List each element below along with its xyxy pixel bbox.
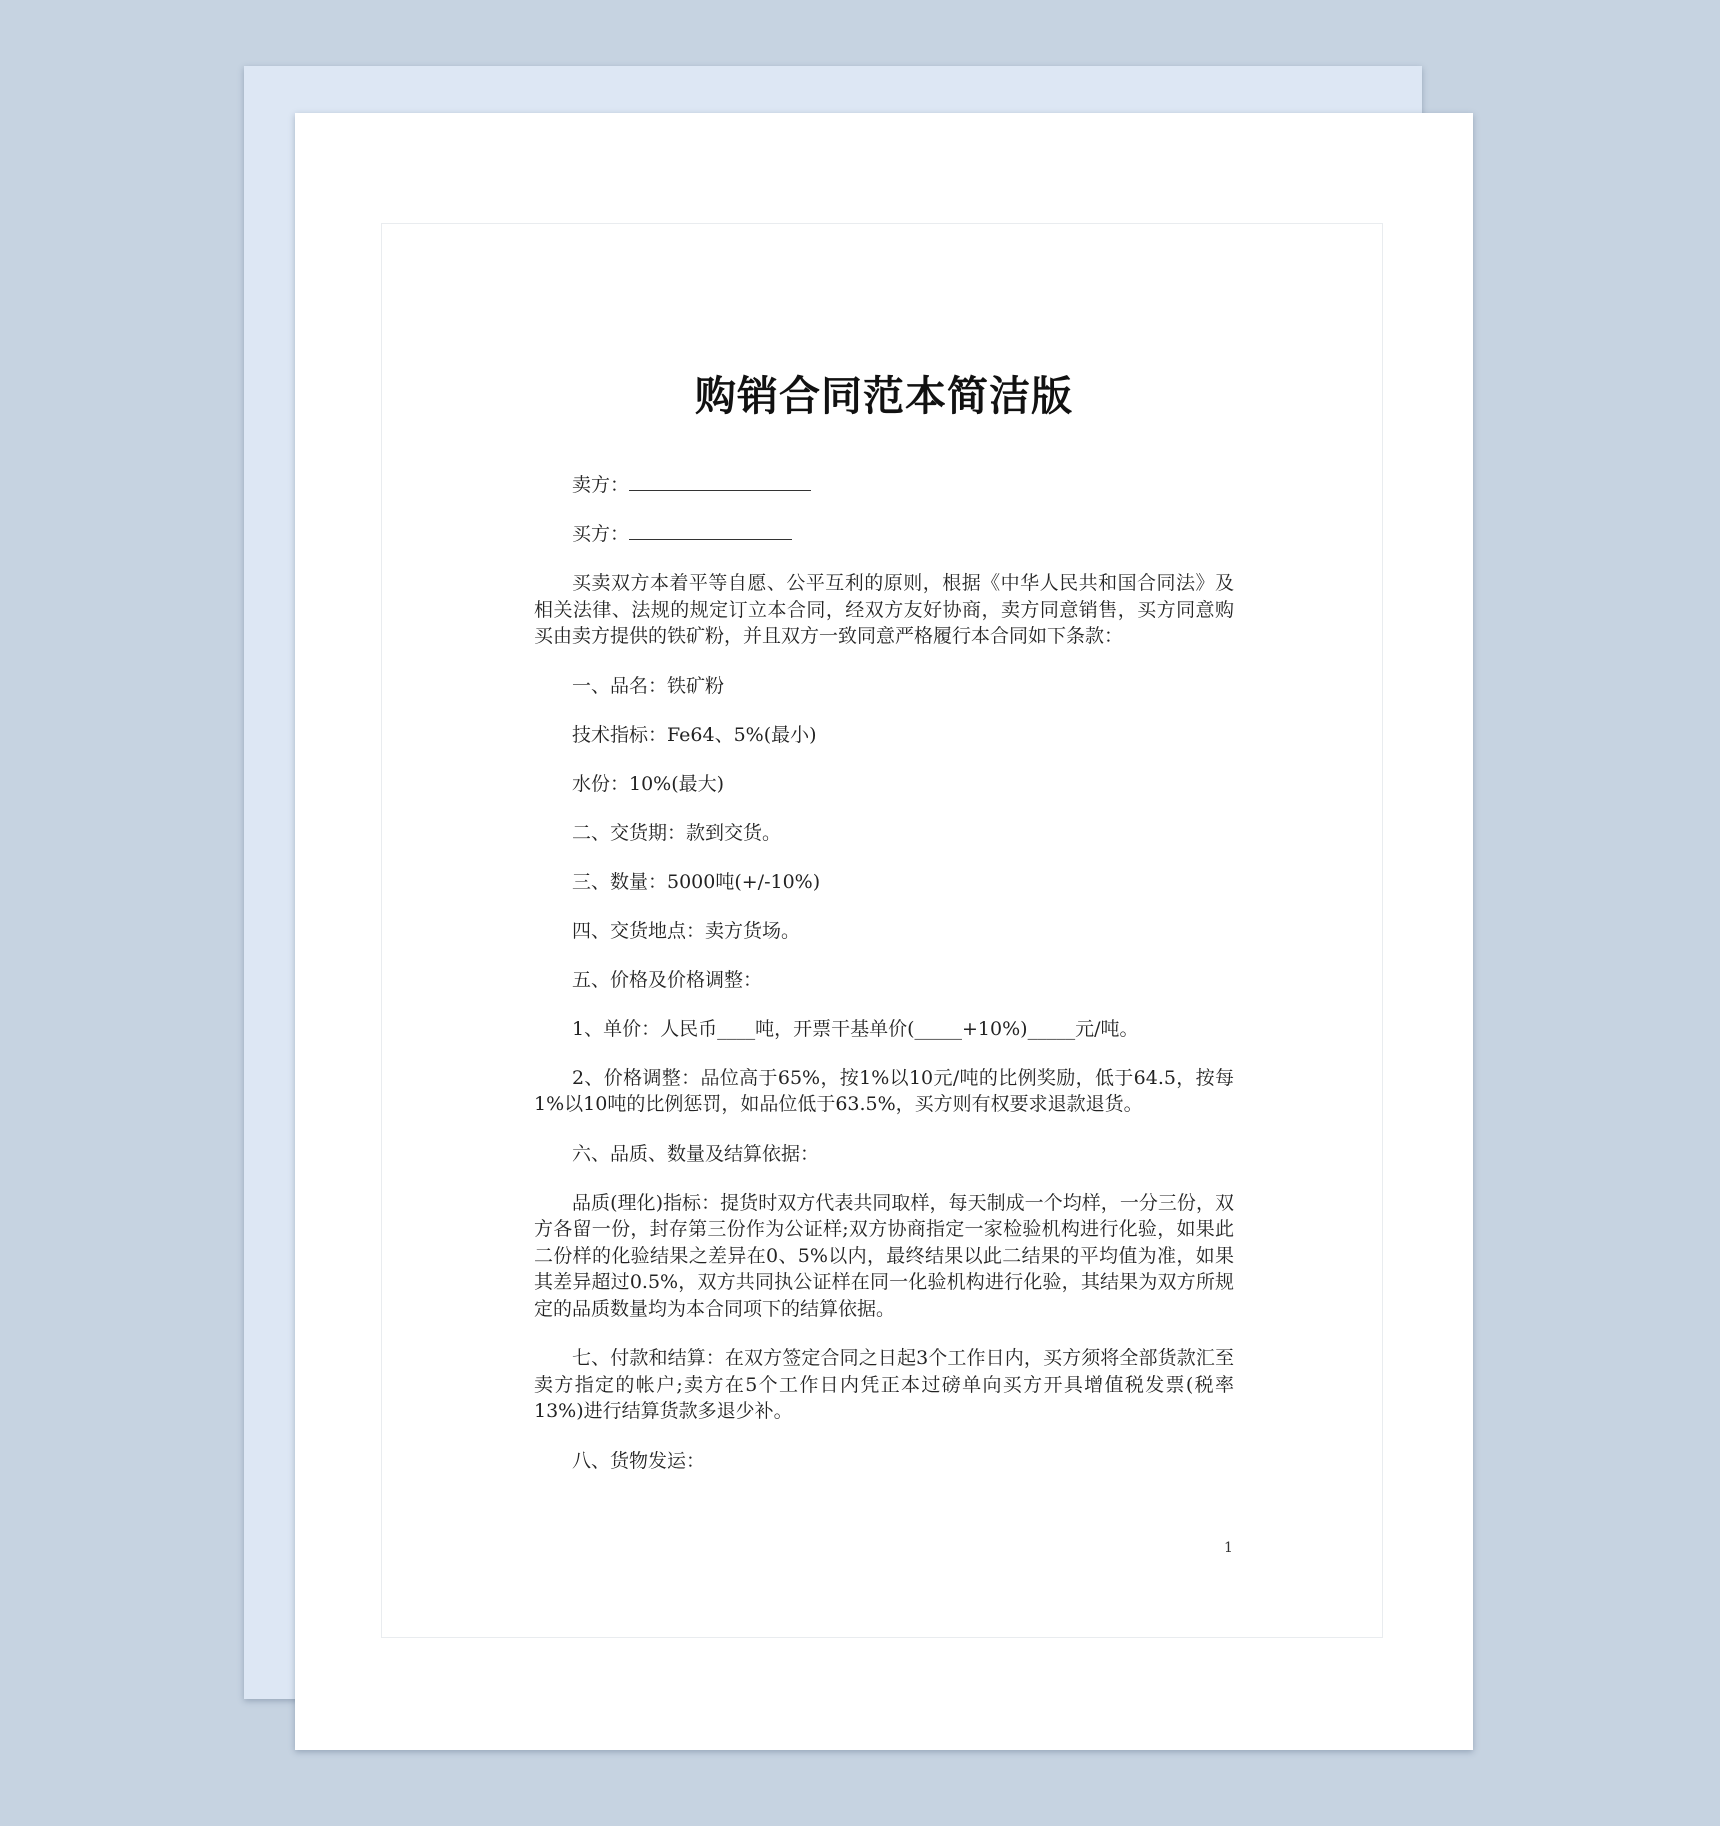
clause-quality-indicators: 品质(理化)指标：提货时双方代表共同取样，每天制成一个均样，一分三份，双方各留一份，封存第三份作为公证样;双方协商指定一家检验机构进行化验，如果此二份样的化验结果之差异在0、5%以内，最终结果以此二结果的平均值为准，如果其差异超过0.5%，双方共同执公证样在同一化验机构进行化验，其结果为双方所规定的品质数量均为本合同项下的结算依据。: [534, 1191, 1234, 1320]
clause-unit-price: 1、单价：人民币____吨，开票干基单价(_____+10%)_____元/吨。: [572, 1017, 1139, 1040]
clause-quality-heading: 六、品质、数量及结算依据：: [572, 1142, 820, 1165]
buyer-line: [534, 521, 1234, 547]
intro-paragraph: 买卖双方本着平等自愿、公平互利的原则，根据《中华人民共和国合同法》及相关法律、法规的规定订立本合同，经双方友好协商，卖方同意销售，买方同意购买由卖方提供的铁矿粉，并且双方一致同意严格履行本合同如下条款：: [534, 572, 1234, 647]
clause-delivery-location: 四、交货地点：卖方货场。: [572, 919, 801, 942]
clause-quantity: 三、数量：5000吨(+/-10%): [572, 870, 821, 893]
clause-product-name: 一、品名：铁矿粉: [572, 674, 725, 697]
document-body: [534, 363, 1234, 1497]
seller-label: 卖方：: [572, 474, 630, 496]
seller-line: [534, 472, 1234, 498]
document-title: 购销合同范本简洁版: [695, 372, 1073, 420]
clause-payment: 七、付款和结算：在双方签定合同之日起3个工作日内，买方须将全部货款汇至卖方指定的帐户;卖方在5个工作日内凭正本过磅单向买方开具增值税发票(税率13%)进行结算货款多退少补。: [534, 1347, 1234, 1422]
clause-tech-spec: 技术指标：Fe64、5%(最小): [572, 723, 817, 746]
clause-moisture: 水份：10%(最大): [572, 772, 725, 795]
buyer-blank: [629, 521, 792, 540]
seller-blank: [629, 472, 811, 491]
page-number: 1: [1224, 1540, 1233, 1556]
document-page: [295, 113, 1473, 1750]
clause-delivery-period: 二、交货期：款到交货。: [572, 821, 782, 844]
clause-price-adjustment: 2、价格调整：品位高于65%，按1%以10元/吨的比例奖励，低于64.5，按每1%以10吨的比例惩罚，如品位低于63.5%，买方则有权要求退款退货。: [534, 1066, 1234, 1115]
clause-shipping: 八、货物发运：: [572, 1449, 706, 1472]
clause-price-heading: 五、价格及价格调整：: [572, 968, 763, 991]
buyer-label: 买方：: [572, 523, 630, 545]
